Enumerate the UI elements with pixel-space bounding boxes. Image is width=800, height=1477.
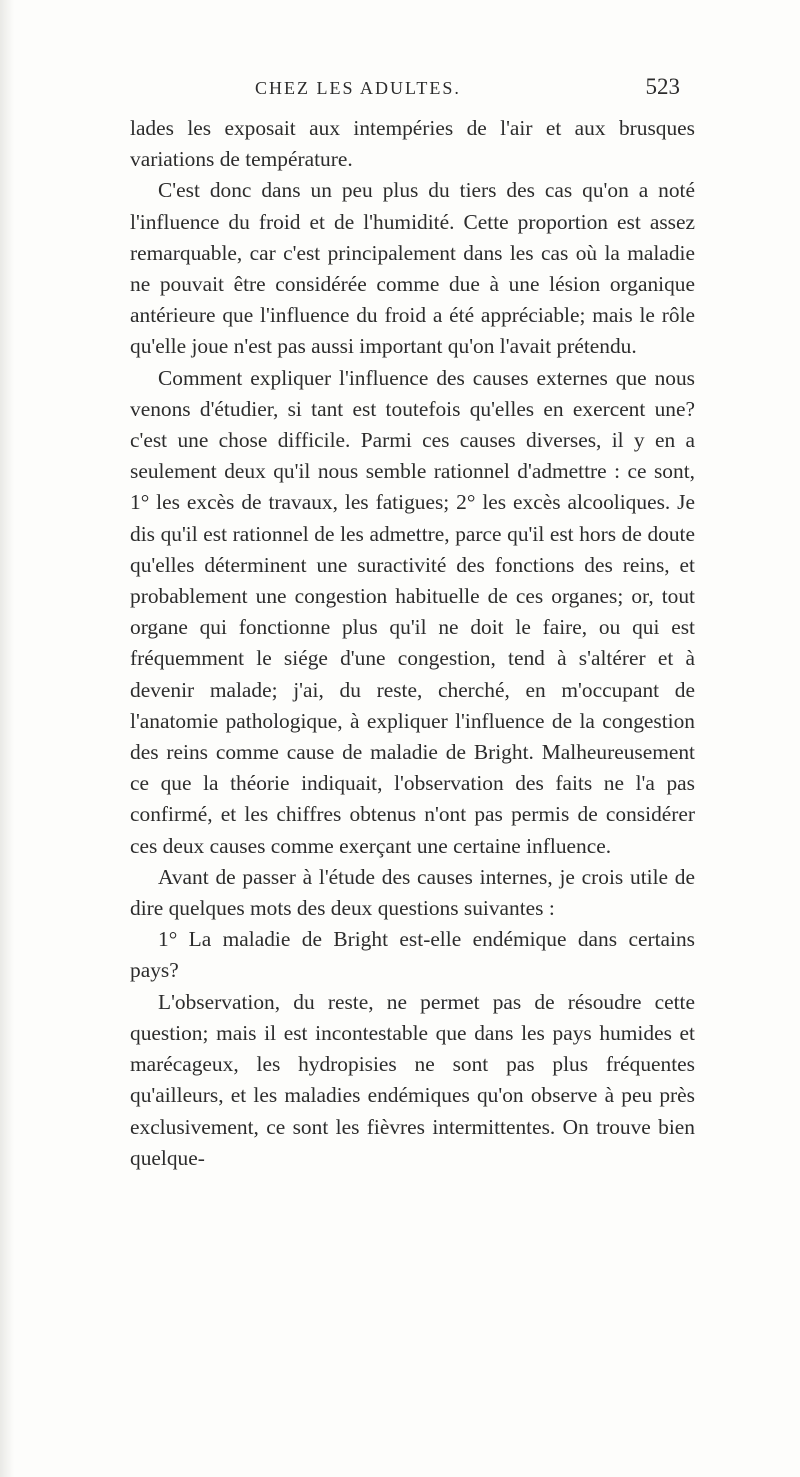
page-number: 523: [645, 74, 680, 99]
paragraph-continuation: lades les exposait aux intempéries de l'air et aux brusques variations de température.: [130, 116, 695, 172]
body-text: [130, 113, 695, 1174]
question-endemic: 1° La maladie de Bright est-elle endémique dans certains pays?: [130, 927, 695, 983]
paragraph-internal-causes-intro: Avant de passer à l'étude des causes internes, je crois utile de dire quelques mots des deux questions suivantes :: [130, 864, 695, 921]
running-head: CHEZ LES ADULTES.: [255, 78, 461, 98]
paragraph-external-causes: Comment expliquer l'influence des causes externes que nous venons d'étudier, si tant est toutefois qu'elles en exercent une? c'est une chose difficile. Parmi ces causes diverses, il y en a seulement deux qu'il nous semble rationnel d'admettre : ce sont, 1° les excès de travaux, les fatigues; 2° les excès alcooliques. Je dis qu'il est rationnel de les admettre, parce qu'il est hors de doute qu'elles déterminent une suractivité des fonctions des reins, et probablement une congestion habituelle de ces organes; or, tout organe qui fonctionne plus qu'il ne doit le faire, ou qui est fréquemment le siége d'une congestion, tend à s'altérer et à devenir malade; j'ai, du reste, cherché, en m'occupant de l'anatomie pathologique, à expliquer l'influence de la congestion des reins comme cause de maladie de Bright. Malheureusement ce que la théorie indiquait, l'observation des faits ne l'a pas confirmé, et les chiffres obtenus n'ont pas permis de considérer ces deux causes comme exerçant une certaine influence.: [130, 365, 695, 858]
binding-gutter: [0, 0, 14, 1477]
paragraph-cold-humidity: C'est donc dans un peu plus du tiers des cas qu'on a noté l'influence du froid et de l'humidité. Cette proportion est assez remarquable, car c'est principalement dans les cas où la maladie ne pouvait être considérée comme due à une lésion organique antérieure que l'influence du froid a été appréciable; mais le rôle qu'elle joue n'est pas aussi important qu'on l'avait prétendu.: [130, 178, 695, 359]
paragraph-observation: L'observation, du reste, ne permet pas de résoudre cette question; mais il est incontestable que dans les pays humides et marécageux, les hydropisies ne sont pas plus fréquentes qu'ailleurs, et les maladies endémiques qu'on observe à peu près exclusivement, ce sont les fièvres intermittentes. On trouve bien quelque-: [130, 989, 695, 1170]
page-header: [255, 74, 680, 108]
